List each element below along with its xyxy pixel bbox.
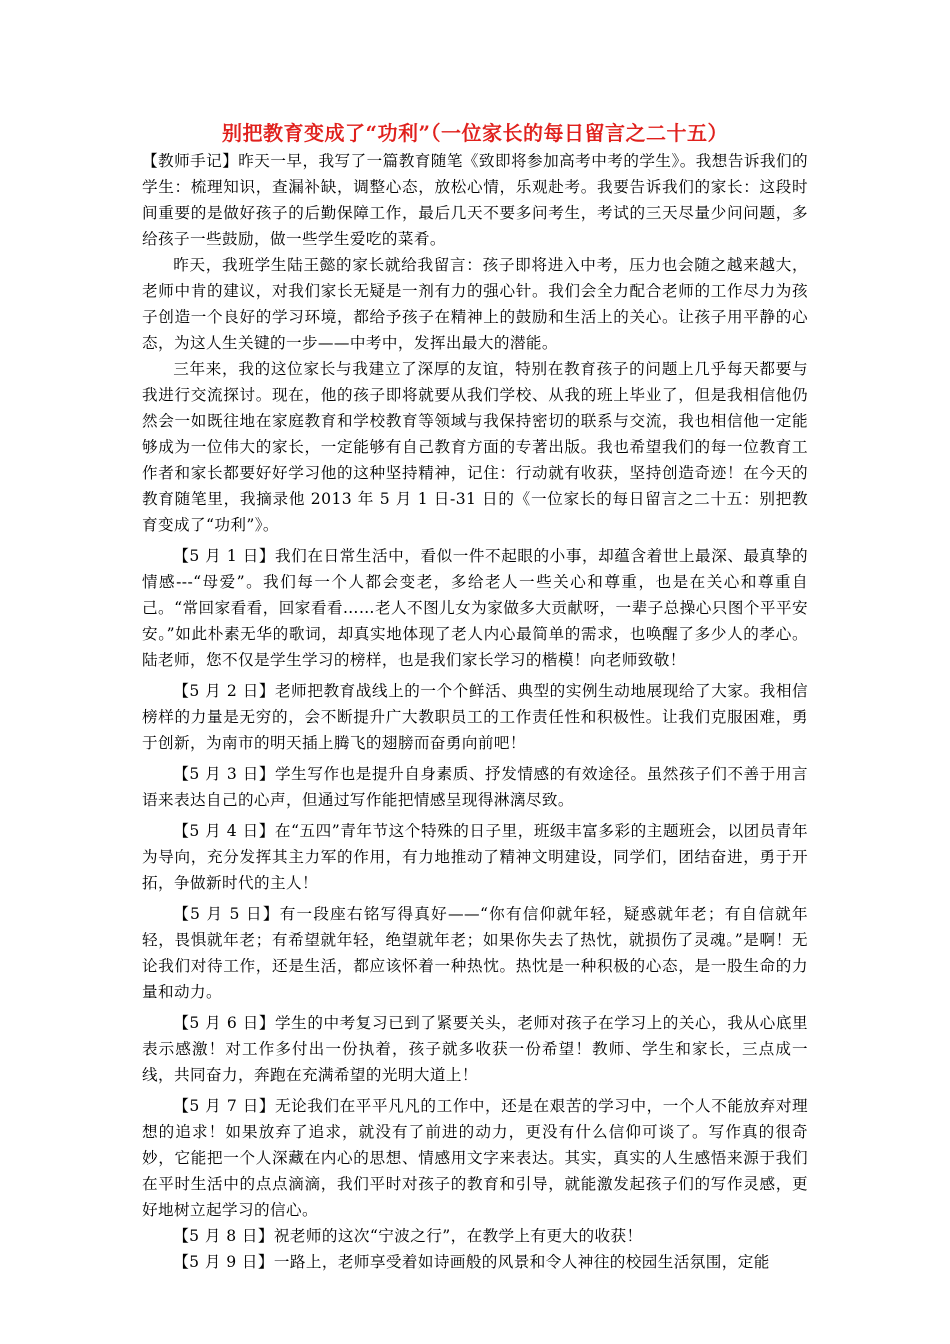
paragraph-may-9 xyxy=(142,1249,808,1275)
paragraph-lead: 【5 月 3 日】 xyxy=(173,765,276,783)
paragraph-text: 祝老师的这次“宁波之行”，在教学上有更大的收获！ xyxy=(273,1227,643,1245)
paragraph-lead: 【5 月 8 日】 xyxy=(173,1227,274,1245)
paragraph-lead: 【5 月 4 日】 xyxy=(173,822,275,840)
paragraph-text: 在“五四”青年节这个特殊的日子里，班级丰富多彩的主题班会，以团员青年为导向，充分发挥其主力军的作用，有力地推动了精神文明建设，同学们，团结奋进，勇于开拓，争做新时代的主人！ xyxy=(142,822,808,892)
paragraph-text: 昨天一早，我写了一篇教育随笔《致即将参加高考中考的学生》。我想告诉我们的学生：梳理知识，查漏补缺，调整心态，放松心情，乐观赴考。我要告诉我们的家长：这段时间重要的是做好孩子的后勤保障工作，最后几天不要多问考生，考试的三天尽量少问问题，多给孩子一些鼓励，做一些学生爱吃的菜肴。 xyxy=(142,152,808,248)
paragraph-text: 三年来，我的这位家长与我建立了深厚的友谊，特别在教育孩子的问题上几乎每天都要与我进行交流探讨。现在，他的孩子即将就要从我们学校、从我的班上毕业了，但是我相信他仍然会一如既往地在家庭教育和学校教育等领域与我保持密切的联系与交流，我也相信他一定能够成为一位伟大的家长，一定能够有自己教育方面的专著出版。我也希望我们的每一位教育工作者和家长都要好好学习他的这种坚持精神，记住：行动就有收获，坚持创造奇迹！在今天的教育随笔里，我摘录他 2013 年 5 月 1 日-31 日的《一位家长的每日留言之二十五：别把教育变成了“功利”》。 xyxy=(142,360,808,534)
paragraph-text: 我们在日常生活中，看似一件不起眼的小事，却蕴含着世上最深、最真挚的情感---“母爱”。我们每一个人都会变老，多给老人一些关心和尊重，也是在关心和尊重自己。“常回家看看，回家看看……老人不图儿女为家做多大贡献呀，一辈子总操心只图个平平安安。”如此朴素无华的歌词，却真实地体现了老人内心最简单的需求，也唤醒了多少人的孝心。陆老师，您不仅是学生学习的榜样，也是我们家长学习的楷模！向老师致敬！ xyxy=(142,547,808,669)
paragraph-may-8 xyxy=(142,1223,808,1249)
paragraph-lead: 【5 月 2 日】 xyxy=(173,682,276,700)
paragraph-body-2 xyxy=(142,356,808,538)
paragraph-lead: 【5 月 6 日】 xyxy=(173,1014,276,1032)
paragraph-text: 学生写作也是提升自身素质、抒发情感的有效途径。虽然孩子们不善于用言语来表达自己的心声，但通过写作能把情感呈现得淋漓尽致。 xyxy=(142,765,808,809)
paragraph-text: 一路上，老师享受着如诗画般的风景和令人神往的校园生活氛围，定能 xyxy=(273,1253,770,1271)
paragraph-may-5 xyxy=(142,901,808,1005)
paragraph-lead: 【教师手记】 xyxy=(142,152,239,170)
paragraph-lead: 【5 月 1 日】 xyxy=(173,547,276,565)
document-title: 别把教育变成了“功利”（一位家长的每日留言之二十五） xyxy=(221,121,728,145)
paragraph-body-1 xyxy=(142,252,808,356)
paragraph-teacher-notes xyxy=(142,148,808,252)
paragraph-lead: 【5 月 5 日】 xyxy=(173,905,280,923)
paragraph-text: 昨天，我班学生陆王懿的家长就给我留言：孩子即将进入中考，压力也会随之越来越大，老师中肯的建议，对我们家长无疑是一剂有力的强心针。我们会全力配合老师的工作尽力为孩子创造一个良好的学习环境，都给予孩子在精神上的鼓励和生活上的关心。让孩子用平静的心态，为这人生关键的一步——中考中，发挥出最大的潜能。 xyxy=(142,256,808,352)
paragraph-may-1 xyxy=(142,543,808,673)
paragraph-text: 无论我们在平平凡凡的工作中，还是在艰苦的学习中，一个人不能放弃对理想的追求！如果放弃了追求，就没有了前进的动力，更没有什么信仰可谈了。写作真的很奇妙，它能把一个人深藏在内心的思想、情感用文字来表达。其实，真实的人生感悟来源于我们在平时生活中的点点滴滴，我们平时对孩子的教育和引导，就能激发起孩子们的写作灵感，更好地树立起学习的信心。 xyxy=(142,1097,808,1219)
paragraph-may-6 xyxy=(142,1010,808,1088)
paragraph-text: 有一段座右铭写得真好——“你有信仰就年轻，疑惑就年老；有自信就年轻，畏惧就年老；有希望就年轻，绝望就年老；如果你失去了热忱，就损伤了灵魂。”是啊！无论我们对待工作，还是生活，都应该怀着一种热忱。热忱是一种积极的心态，是一股生命的力量和动力。 xyxy=(142,905,808,1001)
paragraph-lead: 【5 月 9 日】 xyxy=(173,1253,274,1271)
paragraph-may-3 xyxy=(142,761,808,813)
document-page xyxy=(142,118,808,1275)
paragraph-text: 老师把教育战线上的一个个鲜活、典型的实例生动地展现给了大家。我相信榜样的力量是无穷的，会不断提升广大教职员工的工作责任性和积极性。让我们克服困难，勇于创新，为南市的明天插上腾飞的翅膀而奋勇向前吧！ xyxy=(142,682,808,752)
paragraph-may-2 xyxy=(142,678,808,756)
paragraph-may-4 xyxy=(142,818,808,896)
paragraph-lead: 【5 月 7 日】 xyxy=(173,1097,276,1115)
paragraph-text: 学生的中考复习已到了紧要关头，老师对孩子在学习上的关心，我从心底里表示感激！对工作多付出一份执着，孩子就多收获一份希望！教师、学生和家长，三点成一线，共同奋力，奔跑在充满希望的光明大道上！ xyxy=(142,1014,808,1084)
paragraph-may-7 xyxy=(142,1093,808,1223)
